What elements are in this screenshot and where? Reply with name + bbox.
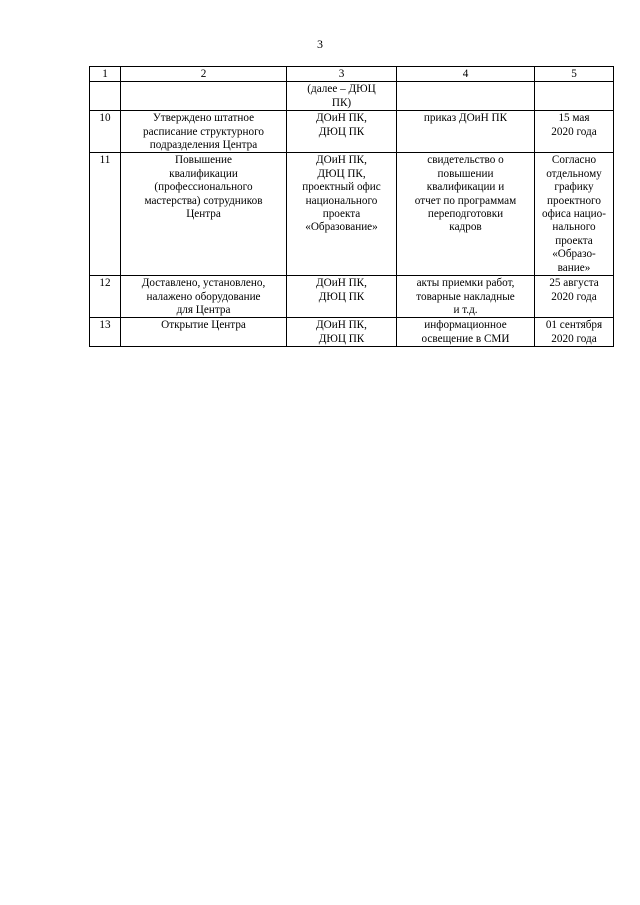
result-cell: приказ ДОиН ПК	[397, 111, 535, 153]
column-number-3: 3	[287, 67, 397, 82]
responsible-cell: ДОиН ПК, ДЮЦ ПК	[287, 276, 397, 318]
table-row-continuation	[90, 82, 614, 111]
table-header-row	[90, 67, 614, 82]
plan-table	[89, 66, 614, 347]
event-cell: Открытие Центра	[121, 318, 287, 347]
responsible-cell: ДОиН ПК, ДЮЦ ПК, проектный офис национального проекта «Образование»	[287, 153, 397, 276]
row-number-cell: 13	[90, 318, 121, 347]
row-number-cell: 11	[90, 153, 121, 276]
deadline-cell: 01 сентября 2020 года	[535, 318, 614, 347]
table-row	[90, 111, 614, 153]
column-number-4: 4	[397, 67, 535, 82]
deadline-cell	[535, 82, 614, 111]
responsible-cell: ДОиН ПК, ДЮЦ ПК	[287, 111, 397, 153]
result-cell: акты приемки работ, товарные накладные и т.д.	[397, 276, 535, 318]
responsible-cell: (далее – ДЮЦ ПК)	[287, 82, 397, 111]
row-number-cell: 10	[90, 111, 121, 153]
table-row	[90, 276, 614, 318]
responsible-cell: ДОиН ПК, ДЮЦ ПК	[287, 318, 397, 347]
event-cell: Повышение квалификации (профессионального мастерства) сотрудников Центра	[121, 153, 287, 276]
deadline-cell: 25 августа 2020 года	[535, 276, 614, 318]
result-cell: информационное освещение в СМИ	[397, 318, 535, 347]
row-number-cell: 12	[90, 276, 121, 318]
table-row	[90, 318, 614, 347]
column-number-5: 5	[535, 67, 614, 82]
event-cell: Доставлено, установлено, налажено оборудование для Центра	[121, 276, 287, 318]
result-cell	[397, 82, 535, 111]
column-number-1: 1	[90, 67, 121, 82]
deadline-cell: Согласно отдельному графику проектного офиса нацио- нального проекта «Образо- вание»	[535, 153, 614, 276]
event-cell: Утверждено штатное расписание структурного подразделения Центра	[121, 111, 287, 153]
column-number-2: 2	[121, 67, 287, 82]
row-number-cell	[90, 82, 121, 111]
result-cell: свидетельство о повышении квалификации и отчет по программам переподготовки кадров	[397, 153, 535, 276]
table-row	[90, 153, 614, 276]
event-cell	[121, 82, 287, 111]
page-number: 3	[317, 37, 323, 51]
deadline-cell: 15 мая 2020 года	[535, 111, 614, 153]
